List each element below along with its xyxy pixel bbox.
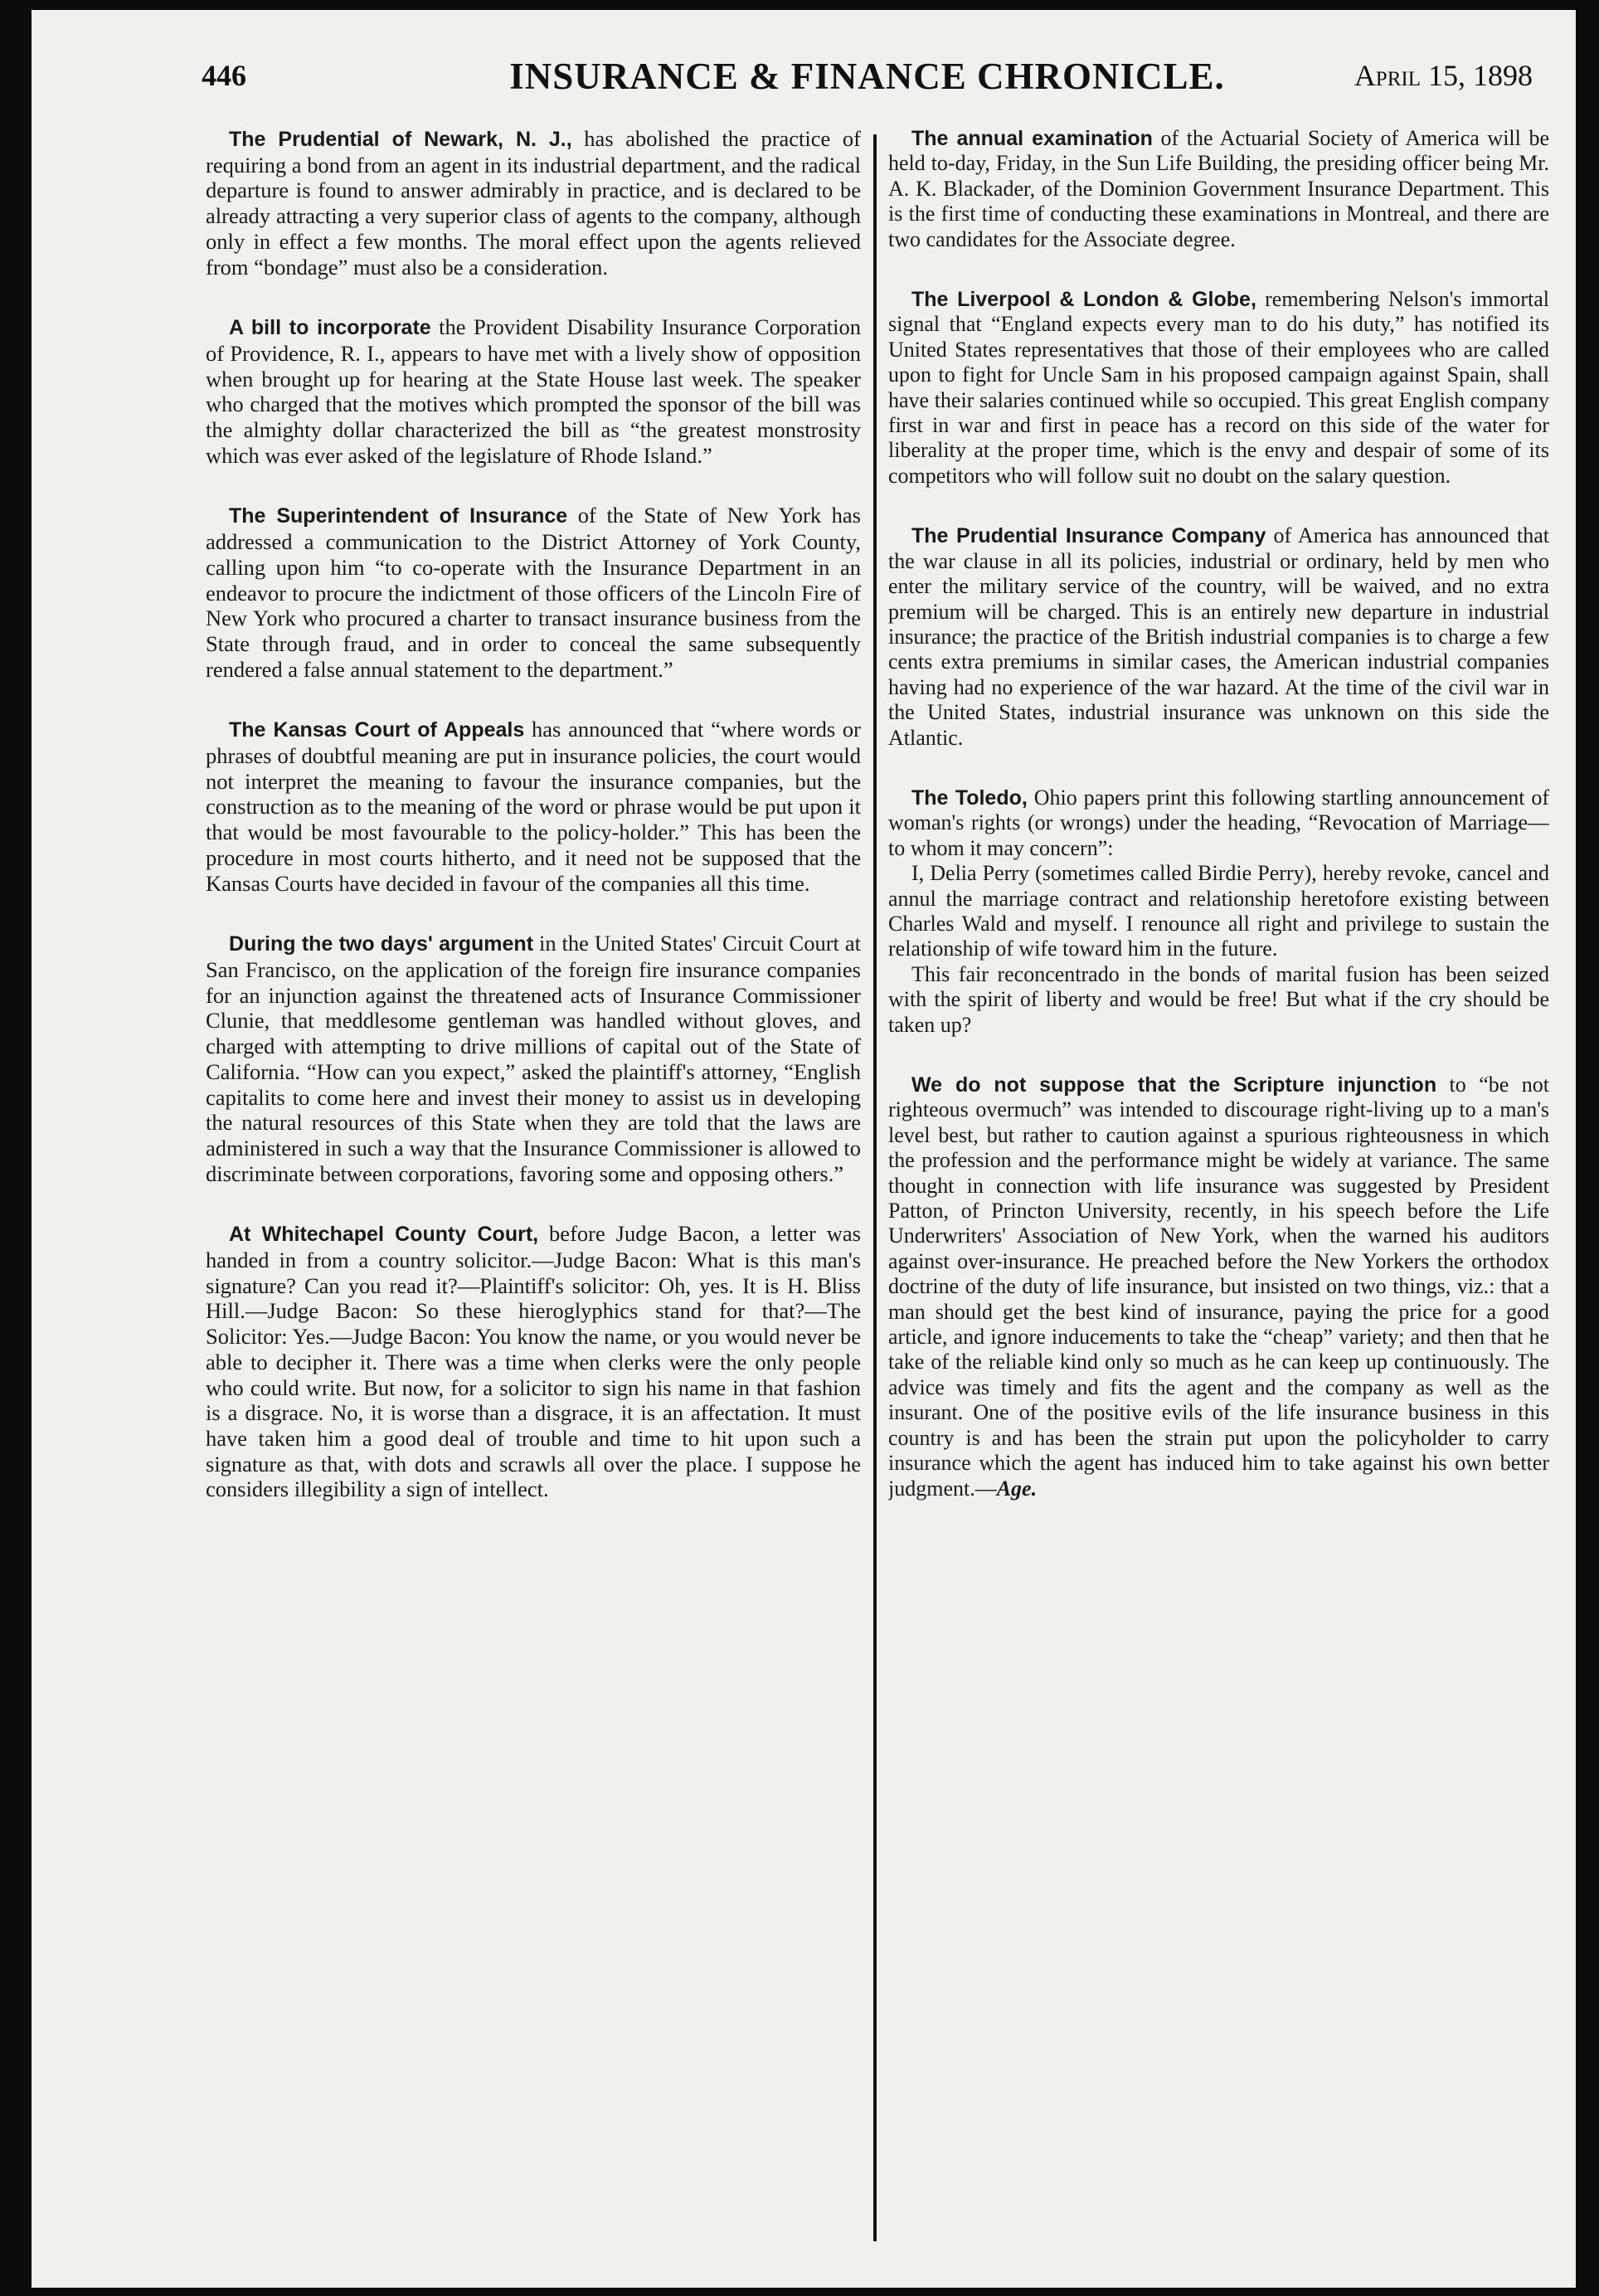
article-body: remembering Nelson's immortal signal that “England expects every man to do his duty,” has notified its United States representatives that those of their employees who are called upon to fight for Uncle Sam in his proposed campaign against Spain, shall have their salaries continued while so occupied. This great English company first in war and first in peace has a record on this side of the water for liberality at the proper time, which is the envy and despair of some of its competitors who will follow suit no doubt on the salary question. (888, 287, 1549, 488)
article-lead: We do not suppose that the Scripture injunction (911, 1073, 1437, 1097)
article-actuarial-examination (888, 126, 1549, 252)
article-body: the Provident Disability Insurance Corporation of Providence, R. I., appears to have met with a lively show of opposition when brought up for hearing at the State House last week. The speaker who charged that the motives which prompted the sponsor of the bill was the almighty dollar characterized the bill as “the greatest monstrosity which was ever asked of the legislature of Rhode Island.” (206, 314, 861, 468)
article-prudential-war-clause (888, 523, 1549, 751)
article-whitechapel-court (206, 1221, 861, 1502)
journal-title: INSURANCE & FINANCE CHRONICLE. (509, 56, 1225, 97)
article-lead: The Superintendent of Insurance (229, 504, 568, 528)
article-quote: I, Delia Perry (sometimes called Birdie Perry), hereby revoke, cancel and annul the marriage contract and relationship heretofore existing between Charles Wald and myself. I renounce all right and privilege to sustain the relationship of wife toward him in the future. (888, 861, 1549, 961)
page-number: 446 (202, 59, 246, 92)
page-header (202, 58, 1533, 108)
article-body: has announced that “where words or phrases of doubtful meaning are put in insurance policies, the court would not interpret the meaning to favour the insurance companies, but the construction as to the meaning of the word or phrase would be put upon it that would be most favourable to the policy-holder.” This has been the procedure in most courts hitherto, and it need not be supposed that the Kansas Courts have decided in favour of the companies all this time. (206, 717, 861, 896)
left-column (206, 126, 861, 2250)
article-san-francisco-argument (206, 931, 861, 1186)
article-superintendent-insurance (206, 503, 861, 682)
article-body: in the United States' Circuit Court at San Francisco, on the application of the foreign fire insurance companies for an injunction against the threatened acts of Insurance Commissioner Clunie, that meddlesome gentleman was handled without gloves, and charged with attempting to drive millions of capital out of the State of California. “How can you expect,” asked the plaintiff's attorney, “English capitalits to come here and invest their money to assist us in developing the natural resources of this State when they are told that the laws are administered in such a way that the Insurance Commissioner is allowed to discriminate between corporations, favoring some and opposing others.” (206, 931, 861, 1186)
article-lead: The Prudential of Newark, N. J., (229, 128, 572, 151)
article-lead: The Prudential Insurance Company (911, 524, 1266, 548)
article-prudential-newark (206, 126, 861, 280)
article-lead: During the two days' argument (229, 932, 534, 956)
article-comment: This fair reconcentrado in the bonds of marital fusion has been seized with the spirit of liberty and would be free! But what if the cry should be taken up? (888, 961, 1549, 1037)
article-source: Age. (996, 1476, 1038, 1501)
article-body: of the Actuarial Society of America will be held to-day, Friday, in the Sun Life Building, the presiding officer being Mr. A. K. Blackader, of the Dominion Government Insurance Department. This is the first time of conducting these examinations in Montreal, and there are two candidates for the Associate degree. (888, 126, 1549, 251)
article-kansas-court (206, 717, 861, 896)
article-lead: A bill to incorporate (229, 316, 431, 340)
article-scripture-injunction (888, 1073, 1549, 1501)
right-column (888, 126, 1549, 2250)
article-body: Ohio papers print this following startling announcement of woman's rights (or wrongs) under the heading, “Revocation of Marriage—to whom it may concern”: (888, 785, 1549, 860)
article-lead: The Toledo, (911, 786, 1028, 810)
article-body: of the State of New York has addressed a communication to the District Attorney of York County, calling upon him “to co-operate with the Insurance Department in an endeavor to procure the indictment of those officers of the Lincoln Fire of New York who procured a charter to transact insurance business from the State through fraud, and in order to conceal the same subsequently rendered a false annual statement to the department.” (206, 503, 861, 682)
article-body: to “be not righteous overmuch” was intended to discourage right-living up to a man's level best, but rather to caution against a spurious righteousness in which the profession and the performance might be widely at variance. The same thought in connection with life insurance was suggested by President Patton, of Princton University, recently, in his speech before the Life Underwriters' Association of New York, when the warned his auditors against over-insurance. He preached before the New Yorkers the orthodox doctrine of the duty of life insurance, but insisted on two things, viz.: that a man should get the best kind of insurance, paying the price for a good article, and ignore inducements to take the “cheap” variety; and then that he take of the reliable kind only so much as he can keep up continuously. The advice was timely and fits the agent and the company as well as the insurant. One of the positive evils of the life insurance business in this country is and has been the strain put upon the policyholder to carry insurance which the agent has induced him to take against his own better judgment.— (888, 1073, 1549, 1501)
article-lead: The annual examination (911, 127, 1153, 150)
article-provident-disability (206, 314, 861, 468)
issue-date: April 15, 1898 (1354, 59, 1533, 92)
article-body: has abolished the practice of requiring a bond from an agent in its industrial department, and the radical departure is found to answer admirably in practice, and is declared to be already attracting a very superior class of agents to the company, although only in effect a few months. The moral effect upon the agents relieved from “bondage” must also be a consideration. (206, 126, 861, 280)
article-toledo (888, 786, 1549, 1038)
article-body: of America has announced that the war clause in all its policies, industrial or ordinary, held by men who enter the military service of the country, will be waived, and no extra premium will be charged. This is an entirely new departure in industrial insurance; the practice of the British industrial companies is to charge a few cents extra premiums in similar cases, the American industrial companies having had no experience of the war hazard. At the time of the civil war in the United States, industrial insurance was unknown on this side the Atlantic. (888, 523, 1549, 750)
article-intro (888, 786, 1549, 861)
article-liverpool-london-globe (888, 287, 1549, 489)
column-divider (873, 134, 877, 2241)
article-body: before Judge Bacon, a letter was handed in from a country solicitor.—Judge Bacon: What is this man's signature? Can you read it?—Plaintiff's solicitor: Oh, yes. It is H. Bliss Hill.—Judge Bacon: So these hieroglyphics stand for that?—The Solicitor: Yes.—Judge Bacon: You know the name, or you would never be able to decipher it. There was a time when clerks were the only people who could write. But now, for a solicitor to sign his name in that fashion is a disgrace. No, it is worse than a disgrace, it is an affectation. It must have taken him a good deal of trouble and time to hit upon such a signature as that, with dots and scrawls all over the place. I suppose he considers illegibility a sign of intellect. (206, 1221, 861, 1502)
journal-page (32, 10, 1576, 2288)
article-lead: The Kansas Court of Appeals (229, 718, 525, 742)
article-lead: The Liverpool & London & Globe, (911, 288, 1256, 312)
article-lead: At Whitechapel County Court, (229, 1223, 539, 1247)
